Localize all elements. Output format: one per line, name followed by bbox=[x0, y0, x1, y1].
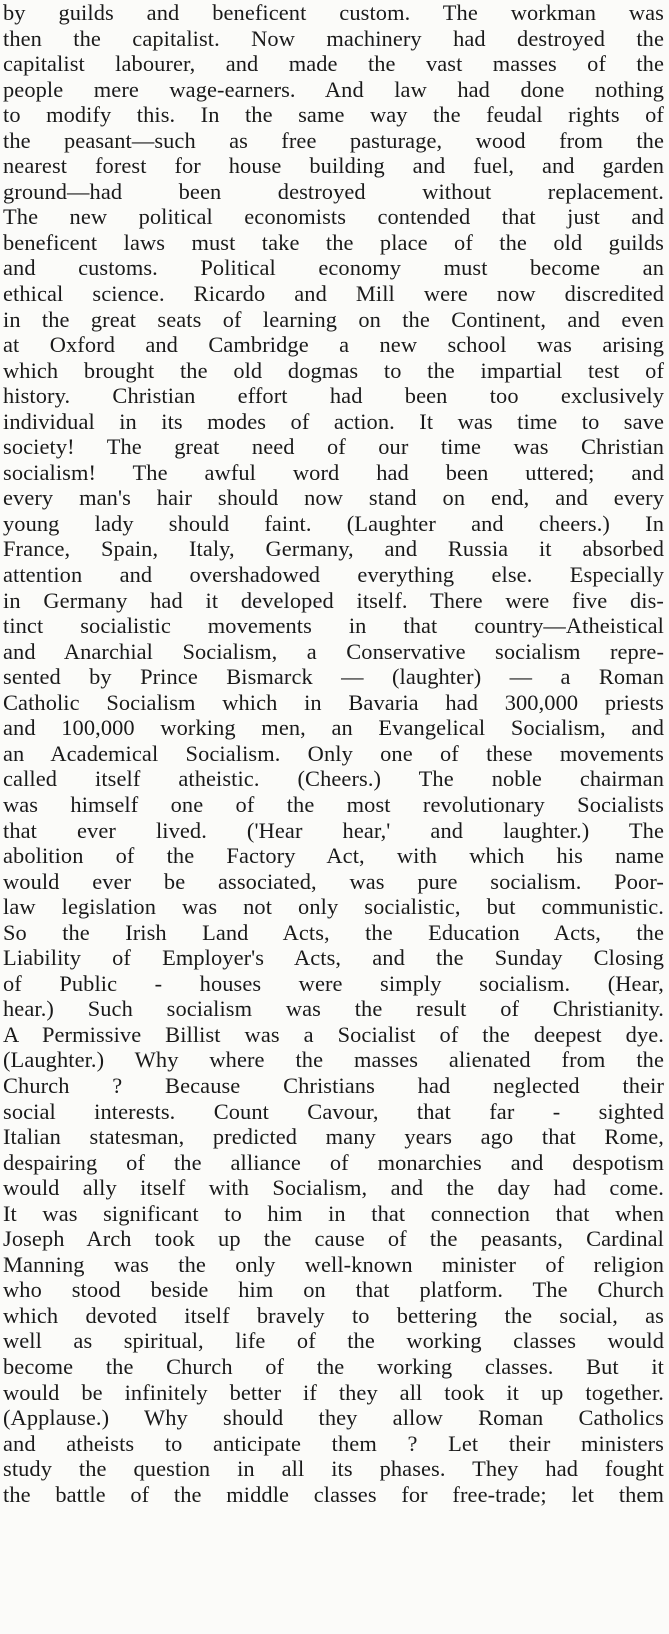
article-text-line: was himself one of the most revolutionary Socialists bbox=[3, 791, 664, 817]
article-text-line: that ever lived. ('Hear hear,' and laughter.) The bbox=[3, 817, 664, 843]
article-text-line: Church ? Because Christians had neglected their bbox=[3, 1072, 664, 1098]
article-text-line: Italian statesman, predicted many years ago that Rome, bbox=[3, 1124, 664, 1150]
article-text-line: to modify this. In the same way the feudal rights of bbox=[3, 102, 664, 128]
article-text-line: Catholic Socialism which in Bavaria had 300,000 priests bbox=[3, 689, 664, 715]
article-text-line: and 100,000 working men, an Evangelical Socialism, and bbox=[3, 715, 664, 741]
article-text-line: the battle of the middle classes for free-trade; let them bbox=[3, 1481, 664, 1507]
article-text-line: (Laughter.) Why where the masses alienated from the bbox=[3, 1047, 664, 1073]
article-text-line: nearest forest for house building and fuel, and garden bbox=[3, 153, 664, 179]
article-text-line: every man's hair should now stand on end, and every bbox=[3, 485, 664, 511]
article-text-line: So the Irish Land Acts, the Education Acts, the bbox=[3, 919, 664, 945]
article-text-line: France, Spain, Italy, Germany, and Russia it absorbed bbox=[3, 536, 664, 562]
article-text-line: ground—had been destroyed without replacement. bbox=[3, 178, 664, 204]
article-text-line: socialism! The awful word had been uttered; and bbox=[3, 459, 664, 485]
article-text-line: individual in its modes of action. It was time to save bbox=[3, 408, 664, 434]
article-text-line: Liability of Employer's Acts, and the Sunday Closing bbox=[3, 945, 664, 971]
article-text-line: The new political economists contended that just and bbox=[3, 204, 664, 230]
article-text-line: people mere wage-earners. And law had done nothing bbox=[3, 76, 664, 102]
article-text-line: which brought the old dogmas to the impartial test of bbox=[3, 357, 664, 383]
article-text-line: by guilds and beneficent custom. The workman was bbox=[3, 0, 664, 25]
article-text-line: It was significant to him in that connection that when bbox=[3, 1200, 664, 1226]
article-text-line: in Germany had it developed itself. There were five dis- bbox=[3, 587, 664, 613]
article-text-line: tinct socialistic movements in that country—Atheistical bbox=[3, 613, 664, 639]
article-text-line: and atheists to anticipate them ? Let their ministers bbox=[3, 1430, 664, 1456]
article-text-line: then the capitalist. Now machinery had destroyed the bbox=[3, 25, 664, 51]
article-text-line: law legislation was not only socialistic, but communistic. bbox=[3, 894, 664, 920]
article-text-line: ethical science. Ricardo and Mill were now discredited bbox=[3, 281, 664, 307]
article-text-line: Joseph Arch took up the cause of the peasants, Cardinal bbox=[3, 1226, 664, 1252]
article-text-line: social interests. Count Cavour, that far - sighted bbox=[3, 1098, 664, 1124]
article-text-line: history. Christian effort had been too exclusively bbox=[3, 383, 664, 409]
article-text-line: capitalist labourer, and made the vast masses of the bbox=[3, 51, 664, 77]
article-text-line: become the Church of the working classes. But it bbox=[3, 1353, 664, 1379]
article-text-line: in the great seats of learning on the Continent, and even bbox=[3, 306, 664, 332]
article-text-line: beneficent laws must take the place of the old guilds bbox=[3, 229, 664, 255]
article-text-line: sented by Prince Bismarck — (laughter) — a Roman bbox=[3, 664, 664, 690]
article-text-line: despairing of the alliance of monarchies and despotism bbox=[3, 1149, 664, 1175]
article-text-column bbox=[3, 0, 664, 1507]
article-text-line: attention and overshadowed everything else. Especially bbox=[3, 562, 664, 588]
article-text-line: who stood beside him on that platform. The Church bbox=[3, 1277, 664, 1303]
article-text-line: and Anarchial Socialism, a Conservative socialism repre- bbox=[3, 638, 664, 664]
article-text-line: at Oxford and Cambridge a new school was arising bbox=[3, 332, 664, 358]
article-text-line: of Public - houses were simply socialism. (Hear, bbox=[3, 970, 664, 996]
article-text-line: well as spiritual, life of the working classes would bbox=[3, 1328, 664, 1354]
article-text-line: (Applause.) Why should they allow Roman Catholics bbox=[3, 1405, 664, 1431]
article-text-line: Manning was the only well-known minister of religion bbox=[3, 1251, 664, 1277]
article-text-line: the peasant—such as free pasturage, wood from the bbox=[3, 127, 664, 153]
article-text-line: an Academical Socialism. Only one of these movements bbox=[3, 740, 664, 766]
article-text-line: and customs. Political economy must become an bbox=[3, 255, 664, 281]
article-text-line: abolition of the Factory Act, with which his name bbox=[3, 843, 664, 869]
article-text-line: hear.) Such socialism was the result of Christianity. bbox=[3, 996, 664, 1022]
article-text-line: A Permissive Billist was a Socialist of the deepest dye. bbox=[3, 1021, 664, 1047]
article-text-line: young lady should faint. (Laughter and cheers.) In bbox=[3, 510, 664, 536]
article-text-line: would ever be associated, was pure socialism. Poor- bbox=[3, 868, 664, 894]
article-text-line: which devoted itself bravely to bettering the social, as bbox=[3, 1302, 664, 1328]
article-text-line: study the question in all its phases. They had fought bbox=[3, 1456, 664, 1482]
article-text-line: would ally itself with Socialism, and the day had come. bbox=[3, 1175, 664, 1201]
article-text-line: called itself atheistic. (Cheers.) The noble chairman bbox=[3, 766, 664, 792]
article-text-line: would be infinitely better if they all took it up together. bbox=[3, 1379, 664, 1405]
article-text-line: society! The great need of our time was Christian bbox=[3, 434, 664, 460]
